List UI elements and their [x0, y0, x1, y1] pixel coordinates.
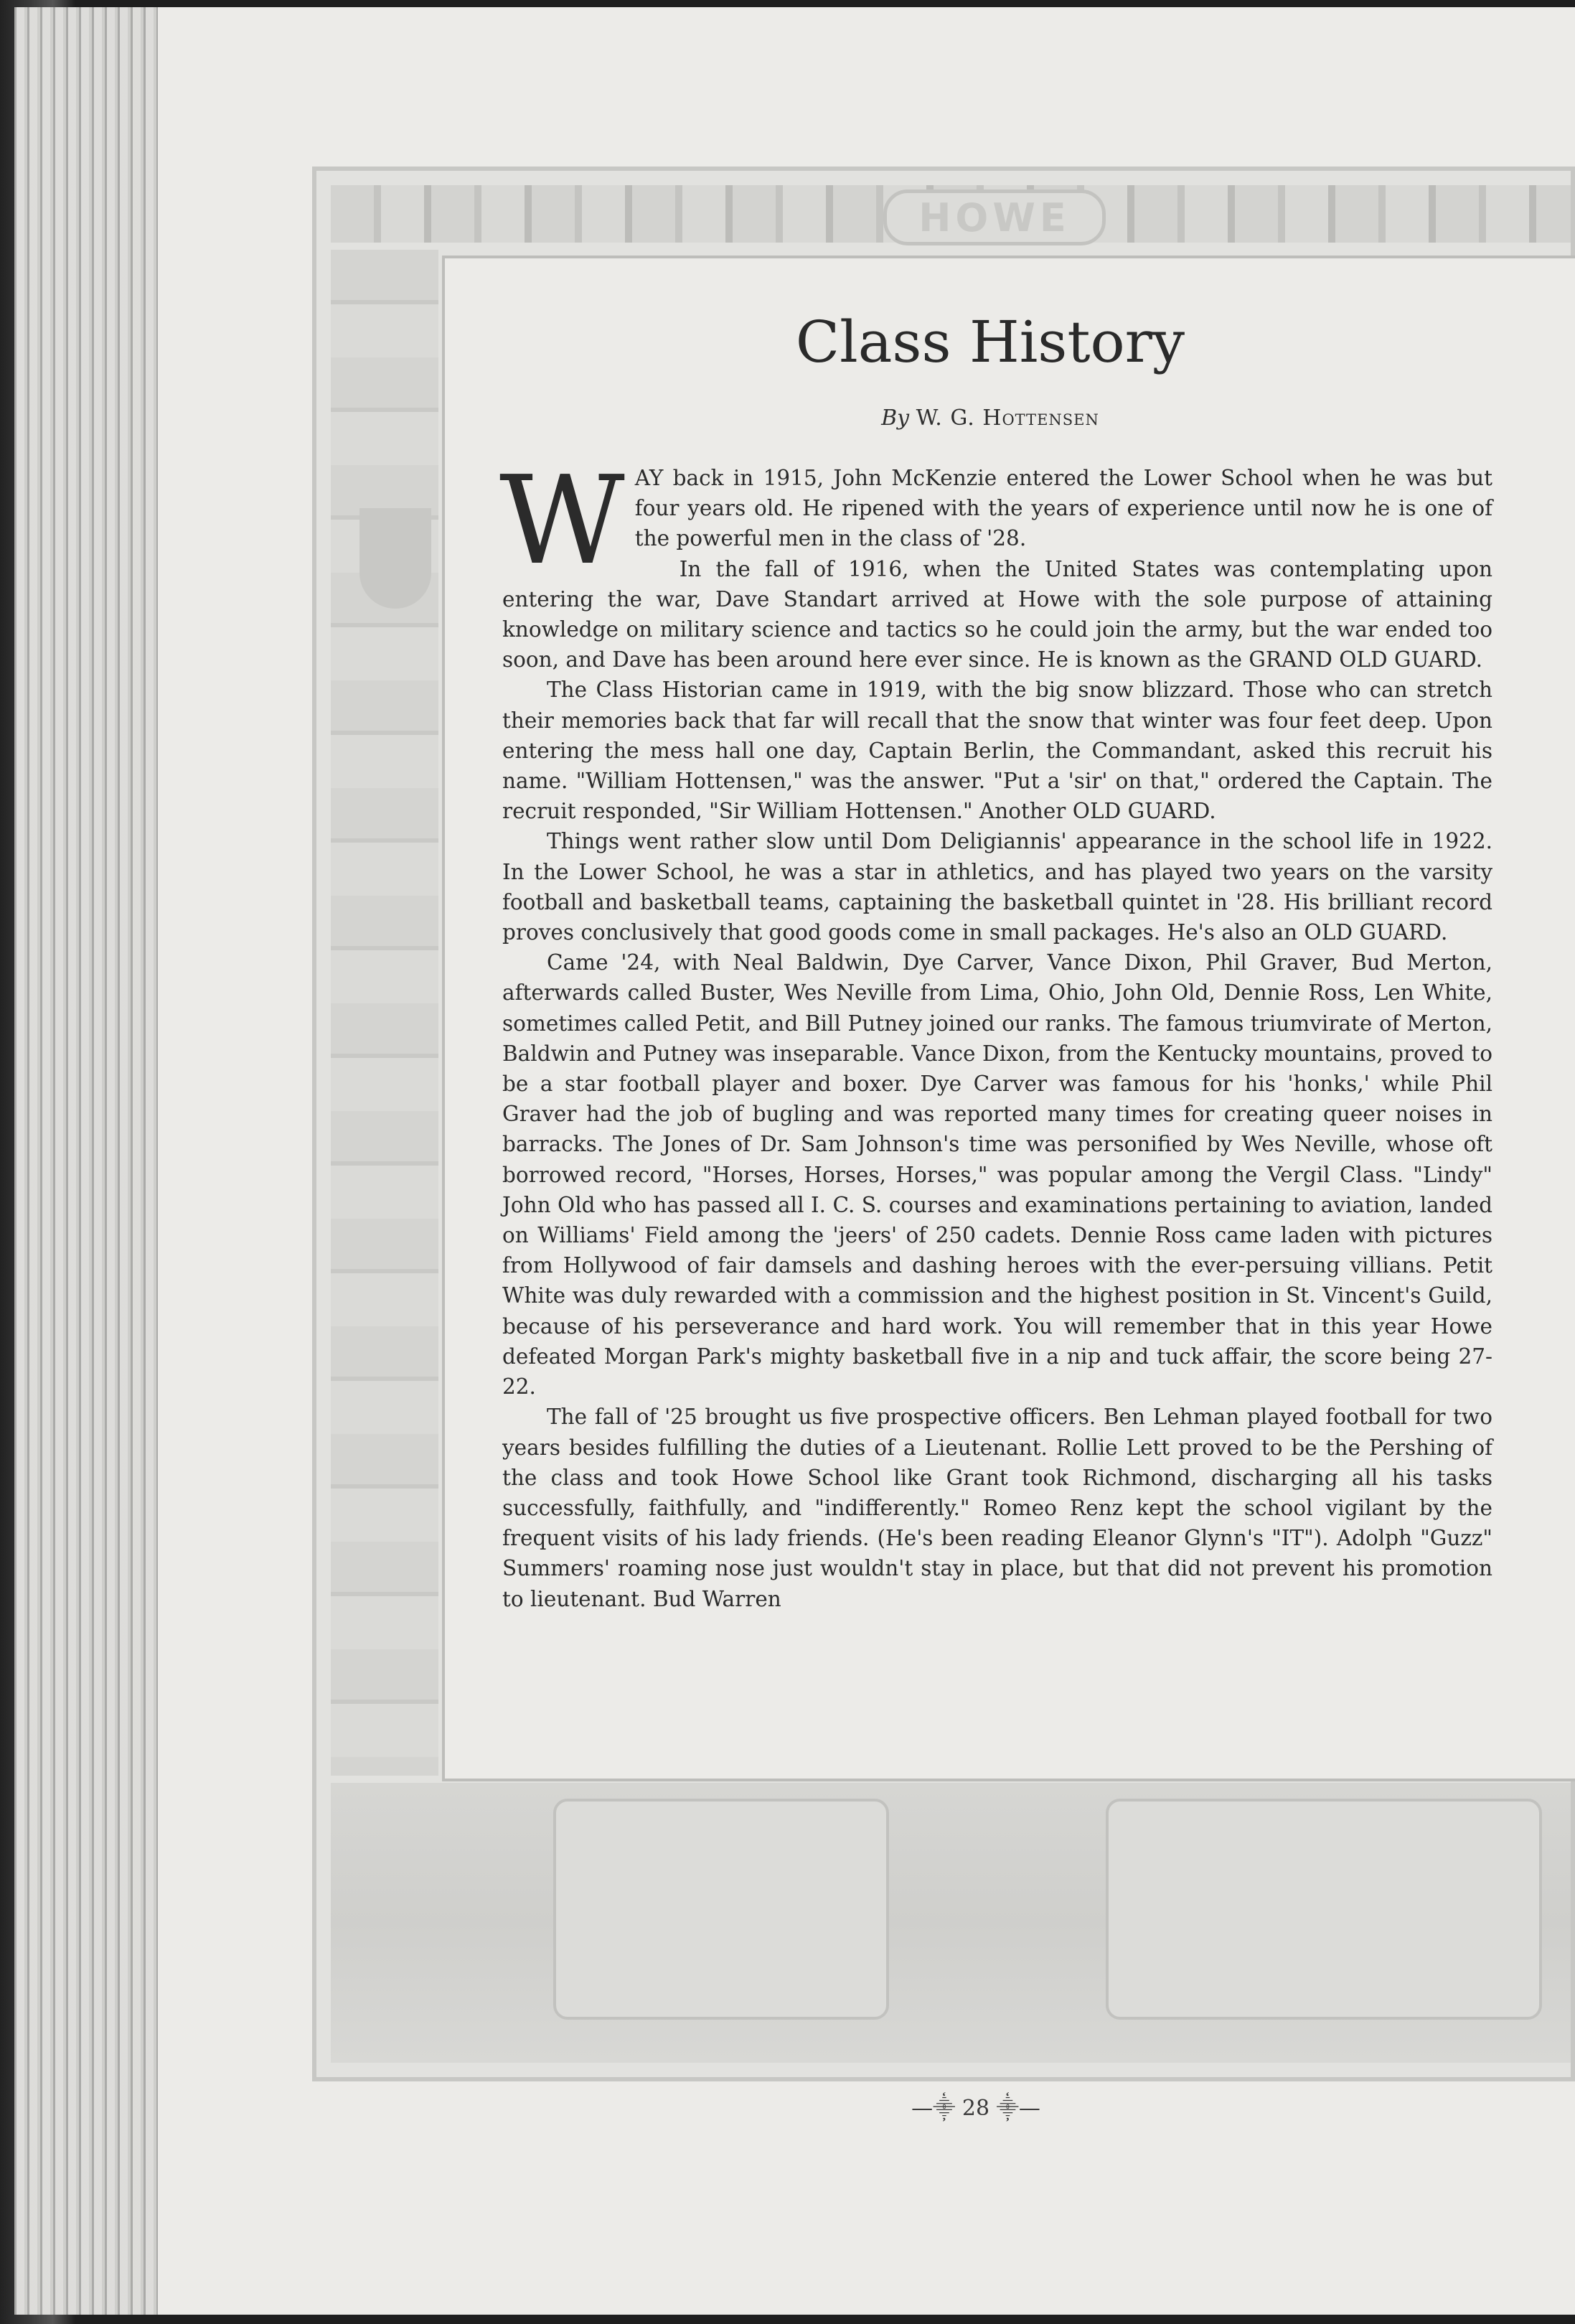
- page-edges: [14, 7, 158, 2315]
- page-title: Class History: [795, 309, 1185, 375]
- school-building-illustration: [1106, 1799, 1542, 2020]
- paragraph-text: AY back in 1915, John McKenzie entered the Lower School when he was but four years old. He ripened with the years of experience until now he is one of the powerful men in the class of '28.: [634, 466, 1492, 551]
- frame-bottom-illustration: [331, 1783, 1571, 2063]
- seal-text: HOWE: [918, 195, 1071, 240]
- article-body: [499, 450, 1492, 1614]
- frame-left-column: [331, 250, 438, 1776]
- shield-icon: [359, 508, 431, 609]
- paragraph: [499, 450, 1492, 592]
- page-number: —⸎ 28 ⸎—: [911, 2096, 1040, 2121]
- byline: [761, 406, 1220, 431]
- byline-author: W. G. Hottensen: [916, 406, 1099, 431]
- paragraph: Came '24, with Neal Baldwin, Dye Carver, Vance Dixon, Phil Graver, Bud Merton, afterwards called Buster, Wes Neville from Lima, Ohio, John Old, Dennie Ross, Len White, sometimes called Petit, and Bill Putney joined our ranks. The famous triumvirate of Merton, Baldwin and Putney was inseparable. Vance Dixon, from the Kentucky mountains, proved to be a star football player and boxer. Dye Carver was famous for his 'honks,' while Phil Graver had the job of bugling and was reported many times for creating queer noises in barracks. The Jones of Dr. Sam Johnson's time was personified by Wes Neville, whose oft borrowed record, "Horses, Horses, Horses," was popular among the Vergil Class. "Lindy" John Old who has passed all I. C. S. courses and examinations pertaining to aviation, landed on Williams' Field among the 'jeers' of 250 cadets. Dennie Ross came laden with pictures from Hollywood of fair damsels and dashing heroes with the ever-persuing villians. Petit White was duly rewarded with a commission and the highest position in St. Vincent's Guild, because of his perseverance and hard work. You will remember that in this year Howe defeated Morgan Park's mighty basketball five in a nip and tuck affair, the score being 27-22.: [502, 950, 1492, 1400]
- cannon-scene-illustration: [553, 1799, 889, 2020]
- paragraph: Things went rather slow until Dom Deligiannis' appearance in the school life in 1922. In the Lower School, he was a star in athletics, and has played two years on the varsity football and basketball teams, captaining the basketball quintet in '28. His brilliant record proves conclusively that good goods come in small packages. He's also an OLD GUARD.: [502, 829, 1492, 945]
- frame-seal: [883, 189, 1106, 245]
- drop-cap: W: [499, 450, 625, 592]
- byline-prefix: By: [881, 406, 910, 431]
- paragraph: The Class Historian came in 1919, with the big snow blizzard. Those who can stretch their memories back that far will recall that the snow that winter was four feet deep. Upon entering the mess hall one day, Captain Berlin, the Commandant, asked this recruit his name. "William Hottensen," was the answer. "Put a 'sir' on that," ordered the Captain. The recruit responded, "Sir William Hottensen." Another OLD GUARD.: [502, 678, 1492, 824]
- paragraph: In the fall of 1916, when the United States was contemplating upon entering the war, Dave Standart arrived at Howe with the sole purpose of attaining knowledge on military science and tactics so he could join the army, but the war ended too soon, and Dave has been around here ever since. He is known as the GRAND OLD GUARD.: [502, 556, 1492, 673]
- paragraph: The fall of '25 brought us five prospective officers. Ben Lehman played football for two years besides fulfilling the duties of a Lieutenant. Rollie Lett proved to be the Pershing of the class and took Howe School like Grant took Richmond, discharging all his tasks successfully, faithfully, and "indifferently." Romeo Renz kept the school vigilant by the frequent visits of his lady friends. (He's been reading Eleanor Glynn's "IT"). Adolph "Guzz" Summers' roaming nose just wouldn't stay in place, but that did not prevent his promotion to lieutenant. Bud Warren: [502, 1405, 1492, 1611]
